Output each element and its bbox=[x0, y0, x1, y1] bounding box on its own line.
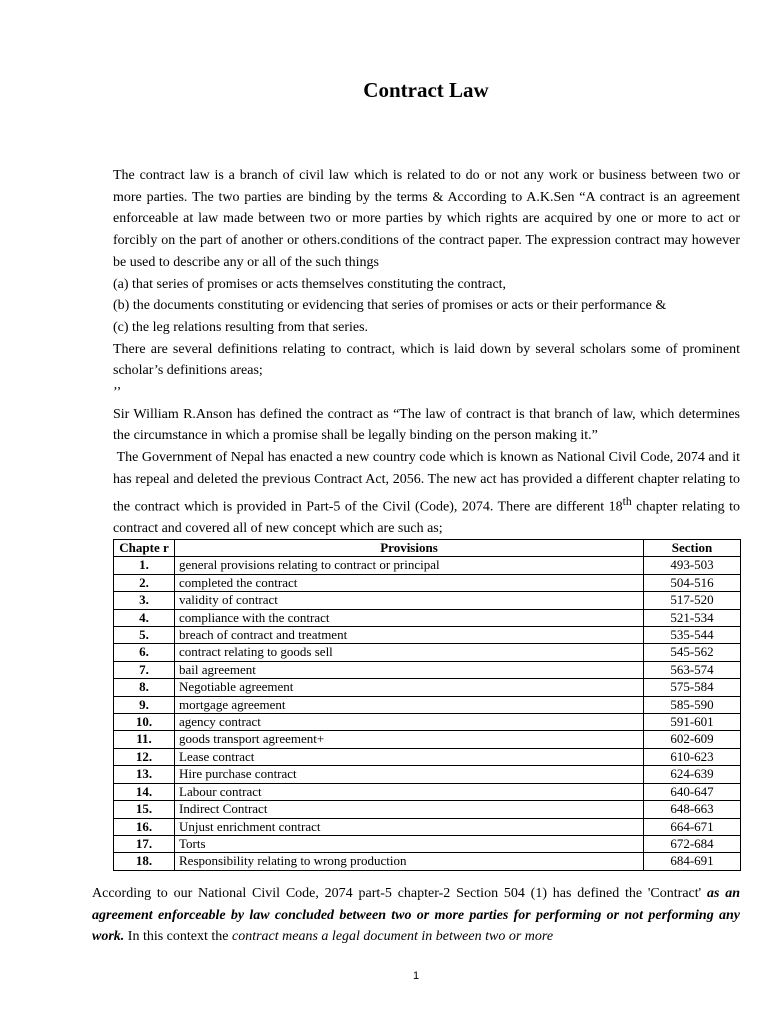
chapter-number-cell: 17. bbox=[114, 835, 175, 852]
list-item-c: (c) the leg relations resulting from that series. bbox=[113, 319, 369, 335]
chapter-number-cell: 2. bbox=[114, 574, 175, 591]
nepal-text-end: chapter relating to contract and covered all of new concept which are such as; bbox=[113, 499, 740, 536]
section-range-cell: 640-647 bbox=[644, 783, 741, 800]
closing-middle: In this context the bbox=[124, 929, 232, 945]
provision-cell: Indirect Contract bbox=[175, 801, 644, 818]
provision-cell: Torts bbox=[175, 835, 644, 852]
closing-text bbox=[92, 883, 740, 948]
table-row bbox=[114, 835, 741, 852]
provision-cell: Negotiable agreement bbox=[175, 679, 644, 696]
provision-cell: Lease contract bbox=[175, 748, 644, 765]
chapter-number-cell: 13. bbox=[114, 766, 175, 783]
table-row bbox=[114, 801, 741, 818]
table-body bbox=[114, 557, 741, 870]
definitions-paragraph: There are several definitions relating to contract, which is laid down by several scholars some of prominent scholar’s definitions areas; bbox=[113, 341, 740, 379]
closing-emphasis: as an agreement enforceable by law concluded between two or more parties for performing or not performing any work. bbox=[92, 886, 740, 945]
chapter-number-cell: 14. bbox=[114, 783, 175, 800]
section-range-cell: 602-609 bbox=[644, 731, 741, 748]
section-range-cell: 624-639 bbox=[644, 766, 741, 783]
section-range-cell: 493-503 bbox=[644, 557, 741, 574]
provision-cell: mortgage agreement bbox=[175, 696, 644, 713]
chapter-number-cell: 15. bbox=[114, 801, 175, 818]
chapter-number-cell: 9. bbox=[114, 696, 175, 713]
chapters-table bbox=[113, 539, 741, 871]
provision-cell: Labour contract bbox=[175, 783, 644, 800]
provision-cell: bail agreement bbox=[175, 661, 644, 678]
table-row bbox=[114, 609, 741, 626]
section-range-cell: 521-534 bbox=[644, 609, 741, 626]
section-range-cell: 535-544 bbox=[644, 627, 741, 644]
section-range-cell: 504-516 bbox=[644, 574, 741, 591]
table-header-row bbox=[114, 540, 741, 557]
section-range-cell: 610-623 bbox=[644, 748, 741, 765]
table-row bbox=[114, 818, 741, 835]
table-row bbox=[114, 696, 741, 713]
chapter-number-cell: 3. bbox=[114, 592, 175, 609]
closing-italic-tail: contract means a legal document in between two or more bbox=[232, 929, 554, 945]
table-row bbox=[114, 627, 741, 644]
nepal-text-start: The Government of Nepal has enacted a new country code which is known as National Civil Code, 2074 and it has repeal and deleted the previous Contract Act, 2056. The new act has provided a different chapter relating to the contract which is provided in Part-5 of the Civil (Code), 2074. There are different 18 bbox=[113, 450, 741, 515]
section-range-cell: 575-584 bbox=[644, 679, 741, 696]
table-row bbox=[114, 748, 741, 765]
stray-quote: ’’ bbox=[113, 385, 122, 401]
table-row bbox=[114, 644, 741, 661]
header-provisions: Provisions bbox=[175, 540, 644, 557]
table-row bbox=[114, 766, 741, 783]
chapter-number-cell: 12. bbox=[114, 748, 175, 765]
header-chapter: Chapte r bbox=[114, 540, 175, 557]
body-text bbox=[113, 165, 740, 540]
table-row bbox=[114, 714, 741, 731]
provision-cell: completed the contract bbox=[175, 574, 644, 591]
section-range-cell: 563-574 bbox=[644, 661, 741, 678]
provision-cell: breach of contract and treatment bbox=[175, 627, 644, 644]
chapter-number-cell: 11. bbox=[114, 731, 175, 748]
list-item-a: (a) that series of promises or acts themselves constituting the contract, bbox=[113, 276, 507, 292]
provision-cell: goods transport agreement+ bbox=[175, 731, 644, 748]
anson-paragraph: Sir William R.Anson has defined the contract as “The law of contract is that branch of law, which determines the circumstance in which a promise shall be legally binding on the person making it.” bbox=[113, 406, 740, 444]
table-row bbox=[114, 557, 741, 574]
provision-cell: Hire purchase contract bbox=[175, 766, 644, 783]
section-range-cell: 664-671 bbox=[644, 818, 741, 835]
closing-paragraph bbox=[92, 883, 740, 948]
section-range-cell: 585-590 bbox=[644, 696, 741, 713]
table-row bbox=[114, 679, 741, 696]
nepal-paragraph bbox=[113, 447, 740, 539]
section-range-cell: 684-691 bbox=[644, 853, 741, 870]
table-row bbox=[114, 783, 741, 800]
chapter-number-cell: 5. bbox=[114, 627, 175, 644]
header-section: Section bbox=[644, 540, 741, 557]
provision-cell: general provisions relating to contract or principal bbox=[175, 557, 644, 574]
provision-cell: agency contract bbox=[175, 714, 644, 731]
section-range-cell: 545-562 bbox=[644, 644, 741, 661]
section-range-cell: 648-663 bbox=[644, 801, 741, 818]
provision-cell: Unjust enrichment contract bbox=[175, 818, 644, 835]
page-number: 1 bbox=[412, 970, 420, 982]
section-range-cell: 672-684 bbox=[644, 835, 741, 852]
chapter-number-cell: 8. bbox=[114, 679, 175, 696]
table-row bbox=[114, 731, 741, 748]
provision-cell: Responsibility relating to wrong production bbox=[175, 853, 644, 870]
table-row bbox=[114, 574, 741, 591]
provision-cell: validity of contract bbox=[175, 592, 644, 609]
table-row bbox=[114, 661, 741, 678]
chapter-number-cell: 10. bbox=[114, 714, 175, 731]
provision-cell: compliance with the contract bbox=[175, 609, 644, 626]
chapter-number-cell: 1. bbox=[114, 557, 175, 574]
list-item-b: (b) the documents constituting or evidencing that series of promises or acts or their performance & bbox=[113, 298, 667, 314]
page-title: Contract Law bbox=[363, 78, 489, 102]
chapter-number-cell: 7. bbox=[114, 661, 175, 678]
provision-cell: contract relating to goods sell bbox=[175, 644, 644, 661]
table-row bbox=[114, 592, 741, 609]
closing-lead: According to our National Civil Code, 2074 part-5 chapter-2 Section 504 (1) has defined the 'Contract' bbox=[92, 886, 702, 901]
chapter-number-cell: 4. bbox=[114, 609, 175, 626]
chapter-number-cell: 6. bbox=[114, 644, 175, 661]
chapter-number-cell: 16. bbox=[114, 818, 175, 835]
section-range-cell: 517-520 bbox=[644, 592, 741, 609]
table-row bbox=[114, 853, 741, 870]
superscript-th: th bbox=[622, 494, 632, 508]
chapter-number-cell: 18. bbox=[114, 853, 175, 870]
intro-paragraph: The contract law is a branch of civil law which is related to do or not any work or business between two or more parties. The two parties are binding by the terms & According to A.K.Sen “A contract is an agreement enforceable at law made between two or more parties by which rights are acquired by one or more to act or forcibly on the part of another or others.conditions of the contract paper. The expression contract may however be used to describe any or all of the such things bbox=[113, 168, 740, 270]
section-range-cell: 591-601 bbox=[644, 714, 741, 731]
